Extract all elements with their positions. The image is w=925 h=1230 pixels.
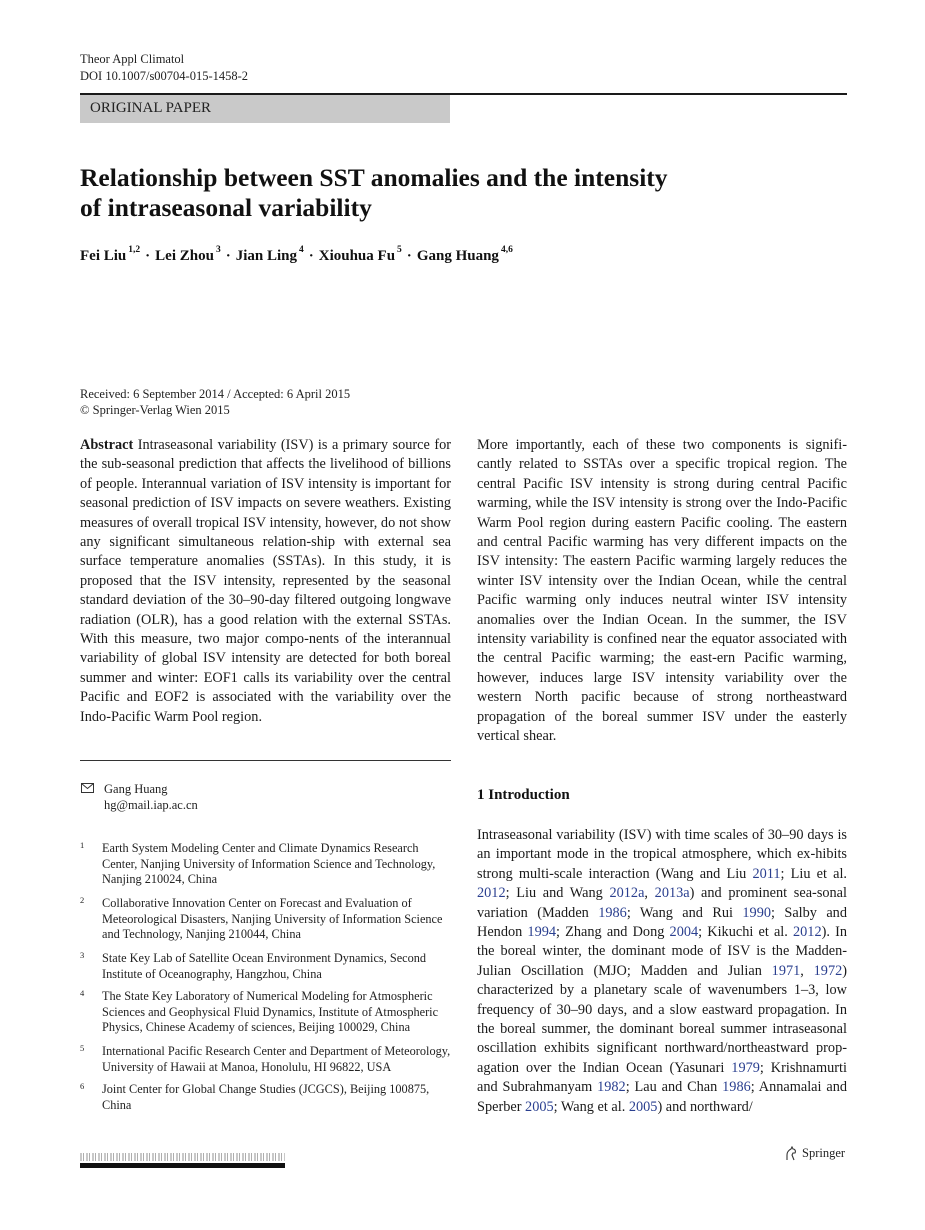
- abstract-text-left: Intraseasonal variability (ISV) is a primary source for the sub-seasonal prediction that affects the livelihood of billions of people. Interannual variation of ISV intensity is important for seasonal prediction of ISV impacts on severe weathers. Existing measures of overall tropical ISV intensity, however, do not show any significant simultaneous relation-ship with external sea surface temperature anomalies (SSTAs). In this study, it is proposed that the ISV intensity, represented by the seasonal standard deviation of the 30–90-day filtered outgoing longwave radiation (OLR), has a good relation with the external SSTAs. With this measure, two major compo-nents of the interannual variability of global ISV intensity are detected for both boreal summer and winter: EOF1 calls its variability over the central Pacific and EOF2 is associated with the variability over the Indo-Pacific Warm Pool region.: [80, 437, 451, 725]
- citation-link[interactable]: 2013a: [654, 885, 690, 902]
- citation-link[interactable]: 2012: [477, 885, 506, 902]
- affiliation-number: 3: [80, 950, 85, 960]
- title-line-1: Relationship between SST anomalies and the intensity: [80, 163, 668, 192]
- citation-link[interactable]: 1994: [527, 924, 557, 941]
- envelope-icon: [81, 783, 94, 793]
- affiliation-number: 1: [80, 840, 85, 850]
- title-line-2: of intraseasonal variability: [80, 193, 372, 222]
- publisher-name: Springer: [802, 1146, 846, 1160]
- intro-text-segment: ; Salby and Hendon: [477, 904, 847, 941]
- article-type: ORIGINAL PAPER: [90, 100, 211, 116]
- author-affiliation-mark: 5: [397, 245, 402, 255]
- author-affiliation-mark: 4,6: [500, 245, 513, 255]
- intro-text-segment: ) characterized by a planetary scale of wavenumbers 1–3, low frequency of 30–90 days, and a slow eastward propagation. In the boreal summer, the dominant boreal summer intraseasonal oscillation exhibits significant northward/northeastward prop-agation over the Indian Ocean (Yasunari: [477, 962, 847, 1076]
- intro-text-segment: ; Krishnamurti and Subrahmanyam: [477, 1059, 847, 1096]
- intro-text-segment: ; Kikuchi et al.: [698, 924, 793, 941]
- affiliation-text: International Pacific Research Center and Department of Meteorology, University of Hawaii at Manoa, Honolulu, HI 96822, USA: [102, 1044, 451, 1074]
- received-accepted: Received: 6 September 2014 / Accepted: 6 April 2015: [80, 387, 351, 401]
- intro-text-segment: ) and northward/: [657, 1098, 753, 1115]
- intro-text-segment: ; Zhang and Dong: [556, 924, 670, 941]
- article-type-box: [80, 95, 450, 123]
- affiliation-text: The State Key Laboratory of Numerical Modeling for Atmospheric Sciences and Geophysical Fluid Dynamics, Institute of Atmospheric Physics, Chinese Academy of sciences, Beijing 100029, China: [102, 989, 439, 1035]
- citation-link[interactable]: 1986: [722, 1079, 751, 1096]
- affiliation-number: 4: [80, 988, 85, 998]
- footer-bar: [80, 1163, 285, 1168]
- author-name[interactable]: Lei Zhou: [155, 248, 214, 264]
- copyright: © Springer-Verlag Wien 2015: [80, 403, 230, 417]
- citation-link[interactable]: 1986: [598, 904, 627, 921]
- author-separator: ·: [406, 248, 412, 264]
- intro-text-segment: ; Wang and Rui: [626, 904, 743, 921]
- citation-link[interactable]: 1990: [742, 904, 771, 921]
- author-separator: ·: [145, 248, 151, 264]
- journal-name: Theor Appl Climatol: [80, 52, 185, 66]
- journal-header: [80, 51, 248, 85]
- citation-link[interactable]: 1979: [731, 1059, 760, 1076]
- citation-link[interactable]: 2012: [793, 924, 822, 941]
- citation-link[interactable]: 1971: [771, 962, 801, 979]
- abstract-label: Abstract: [80, 437, 134, 453]
- affiliation-text: Joint Center for Global Change Studies (JCGCS), Beijing 100875, China: [102, 1082, 430, 1112]
- corresponding-author: Gang Huang: [104, 782, 168, 796]
- author-separator: ·: [308, 248, 314, 264]
- citation-link[interactable]: 2011: [752, 865, 781, 882]
- abstract-right-column: [477, 436, 847, 747]
- intro-text-segment: ) and prominent sea-sonal variation (Madden: [477, 885, 847, 921]
- footer-ornament: [80, 1153, 285, 1161]
- author-separator: ·: [225, 248, 231, 264]
- intro-text-segment: ; Liu et al.: [780, 865, 847, 882]
- abstract-left-column: [80, 436, 451, 727]
- citation-link[interactable]: 1972: [813, 962, 843, 979]
- intro-text-segment: ). In the boreal winter, the dominant mode of ISV is the Madden-Julian Oscillation (MJO; Madden and Julian: [477, 924, 847, 979]
- author-name[interactable]: Xiouhua Fu: [318, 248, 396, 264]
- author-affiliation-mark: 4: [298, 245, 304, 255]
- citation-link[interactable]: 1982: [597, 1079, 626, 1096]
- author-list: [80, 247, 513, 265]
- footnote-rule: [80, 760, 451, 761]
- author-name[interactable]: Fei Liu: [80, 248, 127, 264]
- citation-link[interactable]: 2012a: [609, 885, 645, 902]
- intro-text-segment: Intraseasonal variability (ISV) with time scales of 30–90 days is an important mode in the tropical atmosphere, which ex-hibits strong multi-scale interaction (Wang and Liu: [477, 827, 847, 882]
- author-name[interactable]: Jian Ling: [235, 248, 297, 264]
- corresponding-email[interactable]: hg@mail.iap.ac.cn: [104, 798, 198, 812]
- intro-text-segment: ; Wang et al.: [553, 1098, 629, 1115]
- citation-link[interactable]: 2005: [525, 1098, 554, 1115]
- citation-link[interactable]: 2004: [669, 924, 699, 941]
- abstract-text-right: More importantly, each of these two components is signifi-cantly related to SSTAs over a specific tropical region. The central Pacific ISV intensity is strong during central Pacific warming, while the ISV intensity is strong over the Indo-Pacific Warm Pool region during eastern Pacific cooling. The eastern and central Pacific warming has very different impacts on the ISV intensity: The eastern Pacific warming largely reduces the winter ISV intensity over the Indian Ocean, while the central Pacific warming only induces neutral winter ISV intensity anomalies over the Indian Ocean. In the summer, the ISV intensity variability is confined near the equator associated with the central Pacific warming; the east-ern Pacific warming, however, induces large ISV intensity variability over the western North pacific because of strong northeastward propagation of the boreal summer ISV under the easterly vertical shear.: [477, 437, 847, 745]
- doi: DOI 10.1007/s00704-015-1458-2: [80, 69, 249, 83]
- intro-text-segment: ; Annamalai and Sperber: [477, 1079, 847, 1115]
- author-name[interactable]: Gang Huang: [416, 248, 499, 264]
- citation-link[interactable]: 2005: [628, 1098, 658, 1115]
- paper-title: [80, 163, 780, 223]
- affiliation-text: State Key Lab of Satellite Ocean Environment Dynamics, Second Institute of Oceanography, Hangzhou, China: [102, 951, 427, 981]
- affiliation-text: Collaborative Innovation Center on Forecast and Evaluation of Meteorological Disasters, Nanjing University of Information Science and Technology, Nanjing 210044, China: [102, 896, 443, 942]
- introduction-text: [477, 826, 847, 1117]
- intro-text-segment: ,: [644, 885, 655, 902]
- author-affiliation-mark: 3: [215, 245, 221, 255]
- intro-text-segment: ; Liu and Wang: [505, 885, 610, 902]
- affiliation-number: 2: [80, 895, 85, 905]
- affiliation-number: 6: [80, 1081, 85, 1091]
- affiliation-number: 5: [80, 1043, 85, 1053]
- section-heading-introduction: 1 Introduction: [477, 787, 570, 803]
- affiliation-text: Earth System Modeling Center and Climate Dynamics Research Center, Nanjing University of Information Science and Technology, Nanjing 210024, China: [102, 841, 436, 887]
- dates-block: [80, 386, 350, 418]
- springer-horse-icon: [784, 1146, 798, 1161]
- author-affiliation-mark: 1,2: [128, 245, 141, 255]
- intro-text-segment: ; Lau and Chan: [625, 1079, 723, 1096]
- intro-text-segment: ,: [800, 962, 814, 979]
- publisher-logo: [784, 1146, 845, 1161]
